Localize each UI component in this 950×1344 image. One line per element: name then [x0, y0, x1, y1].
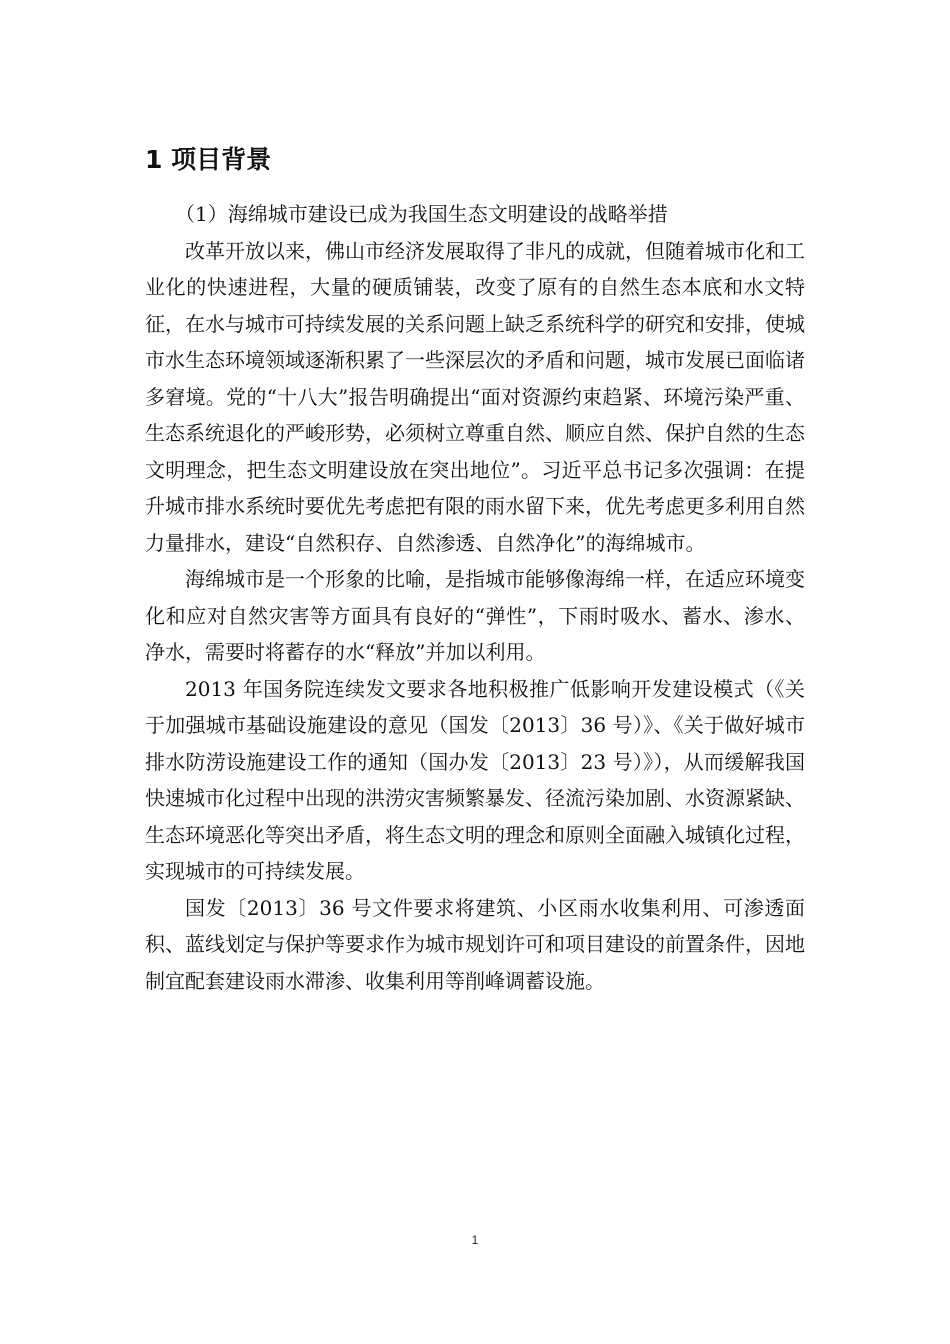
- page-number: 1: [471, 1233, 479, 1247]
- paragraph-document-requirements: 国发〔2013〕36 号文件要求将建筑、小区雨水收集利用、可渗透面积、蓝线划定与保护等要求作为城市规划许可和项目建设的前置条件，因地制宜配套建设雨水滞渗、收集利用等削峰调蓄设施。: [145, 895, 805, 993]
- subsection-heading: （1）海绵城市建设已成为我国生态文明建设的战略举措: [175, 202, 668, 226]
- paragraph-background: 改革开放以来，佛山市经济发展取得了非凡的成就，但随着城市化和工业化的快速进程，大量的硬质铺装，改变了原有的自然生态本底和水文特征，在水与城市可持续发展的关系问题上缺乏系统科学的研究和安排，使城市水生态环境领域逐渐积累了一些深层次的矛盾和问题，城市发展已面临诸多窘境。党的“十八大”报告明确提出“面对资源约束趋紧、环境污染严重、生态系统退化的严峻形势，必须树立尊重自然、顺应自然、保护自然的生态文明理念，把生态文明建设放在突出地位”。习近平总书记多次强调：在提升城市排水系统时要优先考虑把有限的雨水留下来，优先考虑更多利用自然力量排水，建设“自然积存、自然渗透、自然净化”的海绵城市。: [145, 238, 805, 555]
- section-heading: 1 项目背景: [145, 145, 272, 174]
- paragraph-sponge-city-definition: 海绵城市是一个形象的比喻，是指城市能够像海绵一样，在适应环境变化和应对自然灾害等方面具有良好的“弹性”，下雨时吸水、蓄水、渗水、净水，需要时将蓄存的水“释放”并加以利用。: [145, 567, 805, 664]
- paragraph-state-council-policy: 2013 年国务院连续发文要求各地积极推广低影响开发建设模式（《关于加强城市基础设施建设的意见（国发〔2013〕36 号）》、《关于做好城市排水防涝设施建设工作的通知（国办发〔2013〕23 号）》），从而缓解我国快速城市化过程中出现的洪涝灾害频繁暴发、径流污染加剧、水资源紧缺、生态环境恶化等突出矛盾，将生态文明的理念和原则全面融入城镇化过程，实现城市的可持续发展。: [145, 676, 805, 883]
- document-body: [145, 142, 805, 999]
